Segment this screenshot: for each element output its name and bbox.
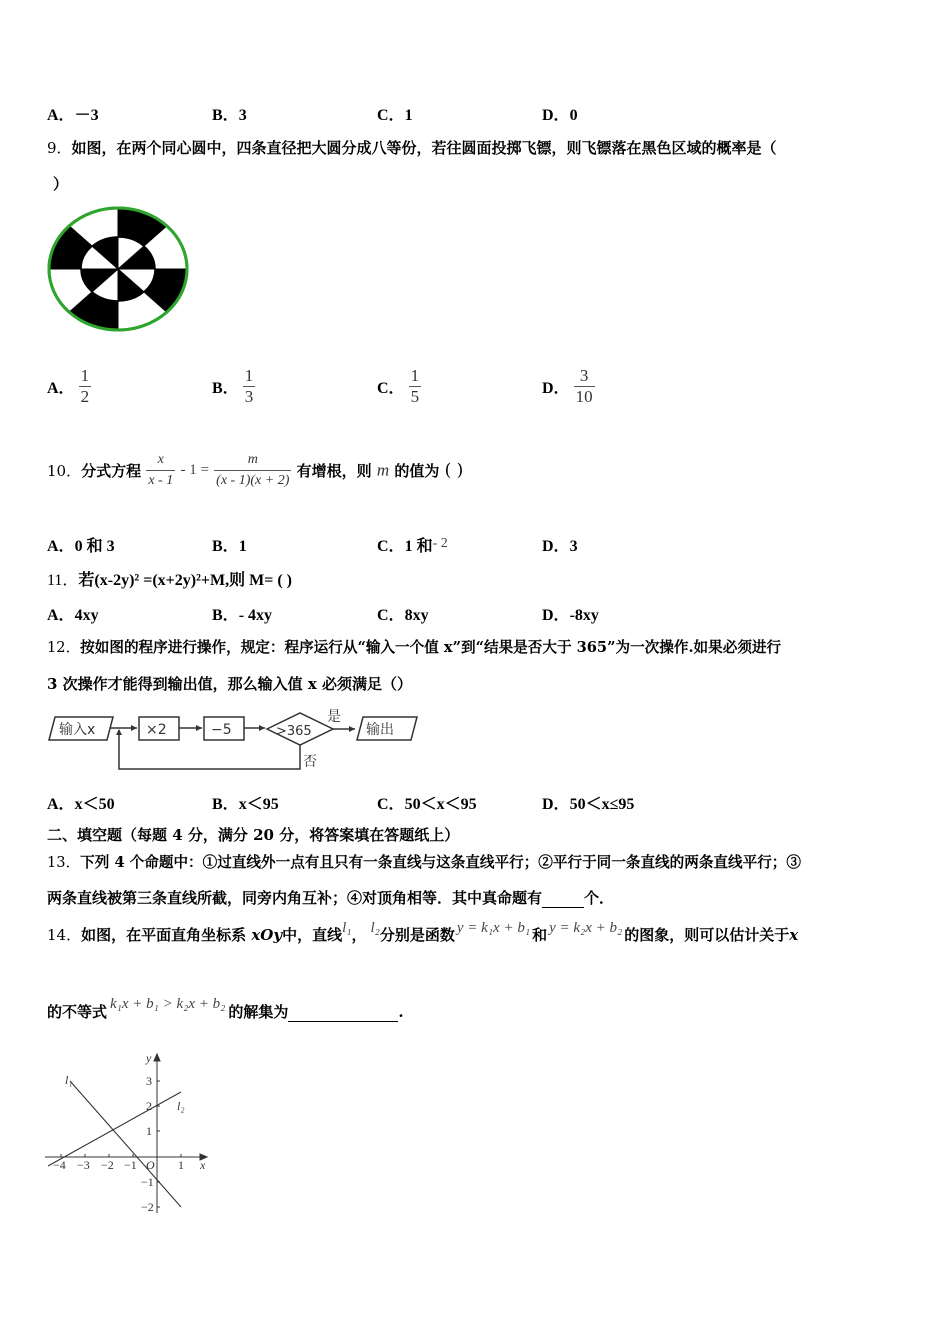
- q10-option-a[interactable]: A．0 和 3: [47, 538, 115, 555]
- q14-answer-blank[interactable]: [288, 1007, 398, 1022]
- q12-stem-line2: 3 次操作才能得到输出值，那么输入值 x 必须满足（）: [47, 675, 413, 693]
- y-tick-label: 2: [146, 1099, 152, 1113]
- q11-stem: 11．若(x-2y)² =(x+2y)²+M,则 M= ( ): [47, 572, 292, 589]
- graph-origin-label: O: [146, 1158, 155, 1172]
- graph-l2-label: l₂: [177, 1099, 185, 1113]
- q14-stem-line1: 14．如图，在平面直角坐标系 xOy中，直线l₁， l₂分别是函数 y = k₁x + b₁ 和 y = k₂x + b₂ 的图象，则可以估计关于x: [47, 920, 799, 944]
- q11-option-d[interactable]: D．-8xy: [542, 607, 599, 624]
- section-2-title: 二、填空题（每题 4 分，满分 20 分，将答案填在答题纸上）: [47, 826, 460, 844]
- q11-option-a[interactable]: A．4xy: [47, 607, 99, 624]
- q9-option-a[interactable]: A． $\frac{1}{2}$: [47, 366, 90, 406]
- flow-minus-label: −5: [211, 722, 232, 738]
- q8-option-a[interactable]: A．－3: [47, 107, 99, 124]
- graph-x-label: x: [200, 1158, 206, 1172]
- graph-y-label: y: [146, 1051, 152, 1065]
- flow-times-label: ×2: [146, 722, 167, 738]
- q8-option-c[interactable]: C．1: [377, 107, 413, 124]
- x-tick-label: −3: [77, 1158, 90, 1172]
- flow-output-label: 输出: [366, 722, 394, 738]
- q12-option-c[interactable]: C．50＜x＜95: [377, 796, 477, 813]
- flow-compare-label: >365: [276, 724, 312, 739]
- q10-option-c[interactable]: C．1 和- 2: [377, 536, 448, 555]
- q9-option-d[interactable]: D． $\frac{3}{10}$: [542, 366, 593, 406]
- q12-stem-line1: 12．按如图的程序进行操作，规定：程序运行从“输入一个值 x”到“结果是否大于 365”为一次操作.如果必须进行: [47, 639, 782, 656]
- q14-stem-line2: 的不等式 k₁x + b₁ > k₂x + b₂ 的解集为 .: [47, 996, 404, 1021]
- q9-dartboard-figure: [47, 205, 191, 333]
- q9-stem: 9．如图，在两个同心圆中，四条直径把大圆分成八等份，若往圆面投掷飞镖，则飞镖落在黑色区域的概率是（: [47, 139, 777, 157]
- y-tick-label: −1: [141, 1175, 154, 1189]
- q8-option-d[interactable]: D．0: [542, 107, 578, 124]
- q9-stem-close: ）: [53, 175, 69, 193]
- q13-stem-line2: 两条直线被第三条直线所截，同旁内角互补；④对顶角相等．其中真命题有 个．: [47, 889, 615, 907]
- q10-stem: 10．分式方程 $\frac{x}{x - 1}$ - 1 = $\frac{m}{(x - 1)(x + 2)}$ 有增根，则 m 的值为 ( ): [47, 452, 464, 488]
- flow-yes-label: 是: [327, 709, 341, 725]
- q14-coordinate-graph: [40, 1048, 215, 1216]
- q11-option-c[interactable]: C．8xy: [377, 607, 429, 624]
- q10-option-d[interactable]: D．3: [542, 538, 578, 555]
- q12-option-a[interactable]: A．x＜50: [47, 796, 115, 813]
- y-tick-label: −2: [141, 1200, 154, 1214]
- x-tick-label: −1: [124, 1158, 137, 1172]
- q12-option-d[interactable]: D．50＜x≤95: [542, 796, 635, 813]
- x-tick-label: −4: [53, 1158, 66, 1172]
- q9-option-c[interactable]: C． $\frac{1}{5}$: [377, 366, 420, 406]
- flow-no-label: 否: [303, 754, 317, 770]
- graph-l1-label: l₁: [65, 1073, 73, 1087]
- q13-answer-blank[interactable]: [542, 893, 584, 908]
- q8-option-b[interactable]: B．3: [212, 107, 247, 124]
- q10-option-b[interactable]: B．1: [212, 538, 247, 555]
- q9-option-b[interactable]: B． $\frac{1}{3}$: [212, 366, 254, 406]
- flow-input-label: 输入x: [59, 722, 96, 738]
- x-tick-label: −2: [101, 1158, 114, 1172]
- x-tick-label: 1: [178, 1158, 184, 1172]
- q12-option-b[interactable]: B．x＜95: [212, 796, 279, 813]
- q12-flowchart: [47, 707, 427, 775]
- q13-stem-line1: 13．下列 4 个命题中：①过直线外一点有且只有一条直线与这条直线平行；②平行于同一条直线的两条直线平行；③: [47, 854, 801, 871]
- y-tick-label: 1: [146, 1124, 152, 1138]
- y-tick-label: 3: [146, 1074, 152, 1088]
- q11-option-b[interactable]: B．- 4xy: [212, 607, 273, 624]
